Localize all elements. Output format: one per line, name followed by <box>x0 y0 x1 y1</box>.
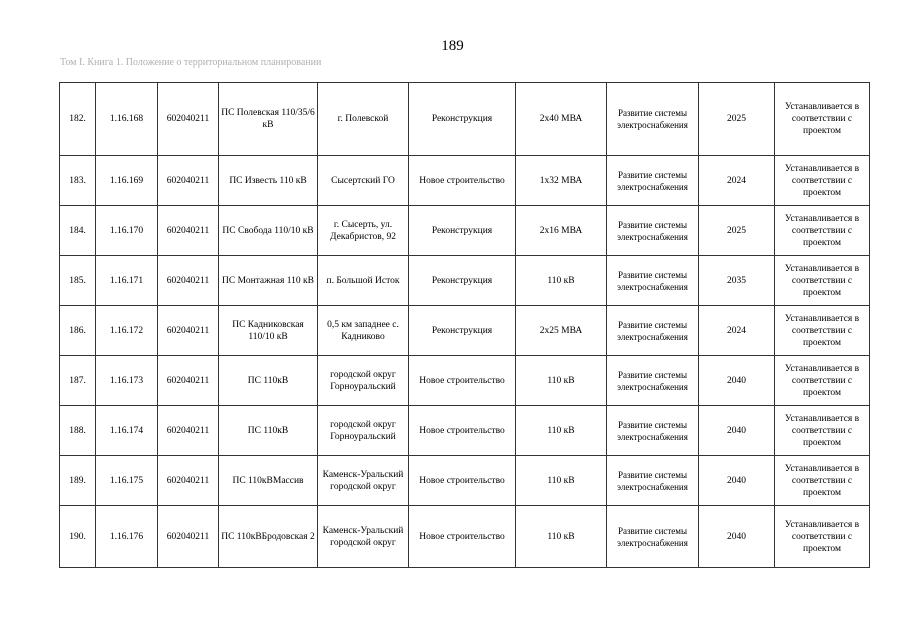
cell-zone: Устанавливается в соответствии с проектом <box>775 206 870 256</box>
cell-location: Сысертский ГО <box>318 156 409 206</box>
cell-object-name: ПС Свобода 110/10 кВ <box>219 206 318 256</box>
cell-capacity: 2х16 МВА <box>516 206 607 256</box>
cell-code: 1.16.169 <box>96 156 158 206</box>
cell-object-name: ПС Известь 110 кВ <box>219 156 318 206</box>
cell-year: 2024 <box>699 156 775 206</box>
cell-object-name: ПС 110кВ <box>219 356 318 406</box>
cell-object-name: ПС Полевская 110/35/6 кВ <box>219 83 318 156</box>
cell-purpose: Развитие системы электроснабжения <box>607 356 699 406</box>
cell-code: 1.16.172 <box>96 306 158 356</box>
cell-classifier: 602040211 <box>158 206 219 256</box>
cell-classifier: 602040211 <box>158 256 219 306</box>
cell-work-type: Новое строительство <box>409 356 516 406</box>
cell-year: 2025 <box>699 83 775 156</box>
cell-year: 2035 <box>699 256 775 306</box>
cell-work-type: Новое строительство <box>409 156 516 206</box>
page-number: 189 <box>441 38 464 54</box>
cell-code: 1.16.174 <box>96 406 158 456</box>
cell-code: 1.16.171 <box>96 256 158 306</box>
cell-zone: Устанавливается в соответствии с проектом <box>775 306 870 356</box>
cell-object-name: ПС Монтажная 110 кВ <box>219 256 318 306</box>
cell-location: 0,5 км западнее с. Кадниково <box>318 306 409 356</box>
table-row <box>60 206 870 256</box>
cell-work-type: Реконструкция <box>409 83 516 156</box>
cell-code: 1.16.175 <box>96 456 158 506</box>
table-body <box>60 83 870 568</box>
cell-number: 188. <box>60 406 96 456</box>
cell-work-type: Реконструкция <box>409 206 516 256</box>
cell-classifier: 602040211 <box>158 356 219 406</box>
cell-number: 183. <box>60 156 96 206</box>
cell-classifier: 602040211 <box>158 83 219 156</box>
cell-work-type: Новое строительство <box>409 456 516 506</box>
table-row <box>60 256 870 306</box>
cell-code: 1.16.170 <box>96 206 158 256</box>
cell-location: п. Большой Исток <box>318 256 409 306</box>
table-row <box>60 356 870 406</box>
cell-number: 190. <box>60 506 96 568</box>
cell-location: Каменск-Уральский городской округ <box>318 456 409 506</box>
cell-zone: Устанавливается в соответствии с проектом <box>775 83 870 156</box>
cell-number: 189. <box>60 456 96 506</box>
cell-work-type: Новое строительство <box>409 506 516 568</box>
cell-year: 2040 <box>699 356 775 406</box>
cell-year: 2025 <box>699 206 775 256</box>
cell-number: 185. <box>60 256 96 306</box>
cell-object-name: ПС Кадниковская 110/10 кВ <box>219 306 318 356</box>
cell-code: 1.16.173 <box>96 356 158 406</box>
cell-location: г. Сысерть, ул. Декабристов, 92 <box>318 206 409 256</box>
cell-purpose: Развитие системы электроснабжения <box>607 156 699 206</box>
cell-year: 2040 <box>699 406 775 456</box>
cell-number: 186. <box>60 306 96 356</box>
table-row <box>60 506 870 568</box>
cell-code: 1.16.168 <box>96 83 158 156</box>
cell-object-name: ПС 110кВ <box>219 406 318 456</box>
cell-capacity: 110 кВ <box>516 506 607 568</box>
cell-classifier: 602040211 <box>158 506 219 568</box>
cell-year: 2024 <box>699 306 775 356</box>
cell-classifier: 602040211 <box>158 306 219 356</box>
cell-purpose: Развитие системы электроснабжения <box>607 306 699 356</box>
table-row <box>60 406 870 456</box>
objects-table <box>59 82 870 568</box>
table-row <box>60 306 870 356</box>
cell-capacity: 110 кВ <box>516 406 607 456</box>
cell-location: городской округ Горноуральский <box>318 406 409 456</box>
cell-purpose: Развитие системы электроснабжения <box>607 406 699 456</box>
cell-classifier: 602040211 <box>158 406 219 456</box>
cell-zone: Устанавливается в соответствии с проектом <box>775 256 870 306</box>
cell-classifier: 602040211 <box>158 456 219 506</box>
cell-location: городской округ Горноуральский <box>318 356 409 406</box>
cell-purpose: Развитие системы электроснабжения <box>607 83 699 156</box>
cell-capacity: 2х25 МВА <box>516 306 607 356</box>
cell-purpose: Развитие системы электроснабжения <box>607 256 699 306</box>
cell-capacity: 110 кВ <box>516 456 607 506</box>
cell-purpose: Развитие системы электроснабжения <box>607 506 699 568</box>
cell-capacity: 2х40 МВА <box>516 83 607 156</box>
cell-purpose: Развитие системы электроснабжения <box>607 456 699 506</box>
cell-zone: Устанавливается в соответствии с проектом <box>775 156 870 206</box>
cell-capacity: 110 кВ <box>516 356 607 406</box>
cell-capacity: 110 кВ <box>516 256 607 306</box>
cell-number: 184. <box>60 206 96 256</box>
table-row <box>60 456 870 506</box>
cell-zone: Устанавливается в соответствии с проектом <box>775 356 870 406</box>
cell-object-name: ПС 110кВМассив <box>219 456 318 506</box>
cell-location: Каменск-Уральский городской округ <box>318 506 409 568</box>
cell-year: 2040 <box>699 506 775 568</box>
cell-zone: Устанавливается в соответствии с проектом <box>775 406 870 456</box>
cell-purpose: Развитие системы электроснабжения <box>607 206 699 256</box>
table-row <box>60 83 870 156</box>
cell-work-type: Новое строительство <box>409 406 516 456</box>
cell-object-name: ПС 110кВБродовская 2 <box>219 506 318 568</box>
cell-zone: Устанавливается в соответствии с проектом <box>775 456 870 506</box>
cell-capacity: 1х32 МВА <box>516 156 607 206</box>
cell-year: 2040 <box>699 456 775 506</box>
cell-zone: Устанавливается в соответствии с проектом <box>775 506 870 568</box>
table-row <box>60 156 870 206</box>
cell-code: 1.16.176 <box>96 506 158 568</box>
cell-number: 182. <box>60 83 96 156</box>
cell-number: 187. <box>60 356 96 406</box>
cell-work-type: Реконструкция <box>409 306 516 356</box>
cell-work-type: Реконструкция <box>409 256 516 306</box>
running-header: Том I. Книга 1. Положение о территориальном планировании <box>60 57 322 68</box>
cell-location: г. Полевской <box>318 83 409 156</box>
cell-classifier: 602040211 <box>158 156 219 206</box>
